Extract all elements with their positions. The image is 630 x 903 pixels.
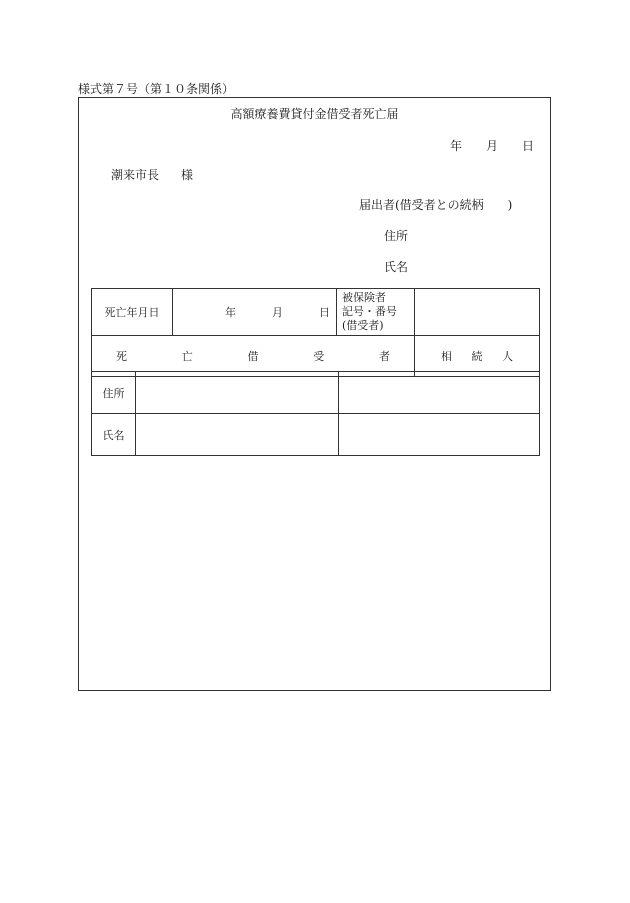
death-date-label: 死亡年月日 [92, 289, 173, 336]
name-row-label: 氏名 [92, 414, 136, 456]
date-month: 月 [485, 139, 498, 153]
address-row-label: 住所 [92, 372, 136, 414]
deceased-name-field[interactable] [136, 414, 339, 456]
submission-date [450, 137, 534, 154]
deceased-char: 亡 [181, 350, 193, 363]
insured-label-line2: 記号・番号 [342, 305, 397, 318]
date-day: 日 [521, 139, 534, 153]
applicant-relationship: 届出者(借受者との続柄 ) [359, 198, 513, 212]
death-date-month: 月 [272, 306, 283, 319]
death-report-table [91, 288, 540, 377]
deceased-char: 借 [247, 350, 259, 363]
heir-address-field[interactable] [339, 372, 540, 414]
death-date-cell[interactable] [173, 289, 337, 336]
form-frame [78, 97, 551, 691]
insured-number-label [337, 289, 415, 336]
addressee-honorific: 様 [181, 168, 194, 182]
deceased-char: 受 [313, 350, 325, 363]
applicant-name-label: 氏名 [384, 260, 409, 274]
date-year: 年 [449, 139, 462, 153]
heir-char: 人 [502, 350, 513, 363]
deceased-char: 者 [379, 350, 390, 363]
applicant-address-label: 住所 [384, 229, 409, 243]
heir-name-field[interactable] [339, 414, 540, 456]
death-date-year: 年 [225, 306, 236, 319]
addressee-name: 潮来市長 [111, 168, 160, 182]
death-date-day: 日 [319, 306, 330, 319]
heir-char: 相 [441, 350, 452, 363]
deceased-heir-details [91, 371, 540, 456]
insured-number-value[interactable] [415, 289, 540, 336]
addressee [111, 166, 193, 183]
form-title: 高額療養費貸付金借受者死亡届 [230, 107, 399, 121]
insured-label-line1: 被保険者 [342, 291, 386, 304]
insured-label-line3: (借受者) [342, 319, 384, 332]
deceased-char: 死 [116, 350, 127, 363]
deceased-address-field[interactable] [136, 372, 339, 414]
form-number: 様式第７号（第１０条関係） [78, 82, 235, 96]
heir-char: 続 [471, 350, 483, 363]
